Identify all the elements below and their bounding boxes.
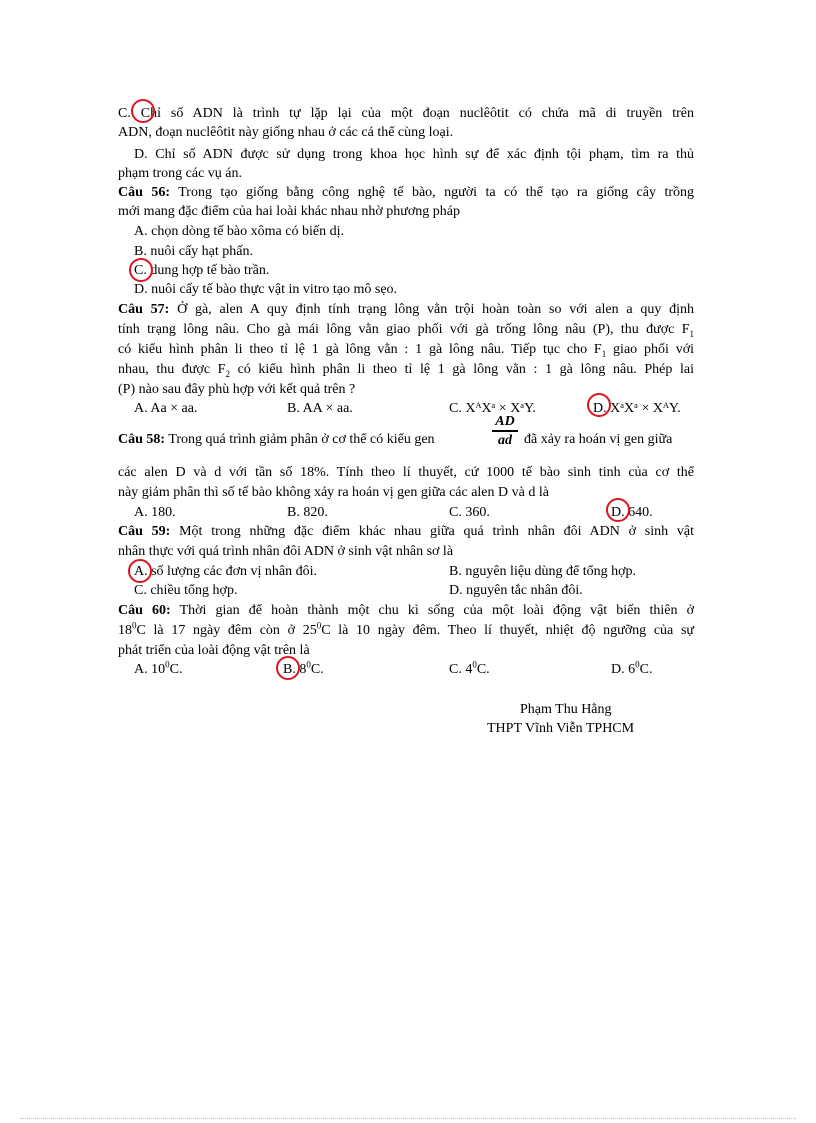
q55-option-c-line2: ADN, đoạn nuclêôtit này giống nhau ở các cá thể cùng loại. [118, 125, 454, 140]
answer-circle-q57 [587, 393, 611, 417]
q58-option-c: C. 360. [449, 505, 490, 520]
q57-option-b: B. AA × aa. [287, 401, 353, 416]
q60-option-c: C. $4^0C$. [449, 659, 490, 677]
answer-circle-q60 [276, 656, 300, 680]
q57-option-d: D. XᵃXᵃ × XᴬY. [593, 401, 681, 416]
q58-stem-line1-left: Câu 58: Trong quá trình giảm phân ở cơ thể có kiểu gen [118, 432, 435, 447]
q58-stem-line1-right: đã xảy ra hoán vị gen giữa [524, 432, 673, 447]
page-bottom-dotted-border [20, 1118, 796, 1119]
q60-option-d: D. $6^0C$. [611, 659, 653, 677]
q56-stem-line2: mới mang đặc điểm của hai loài khác nhau nhờ phương pháp [118, 204, 460, 219]
q56-stem-line1: Câu 56: Trong tạo giống bằng công nghệ tế bào, người ta có thể tạo ra giống cây trồng [118, 185, 695, 200]
q59-option-d: D. nguyên tắc nhân đôi. [449, 583, 583, 598]
q57-stem-line3: có kiểu hình phân li theo tỉ lệ 1 gà lông vằn : 1 gà lông nâu. Tiếp tục cho $F_1$ giao phối với [118, 342, 694, 359]
q55-option-d-line1: D. Chỉ số ADN được sử dụng trong khoa học hình sự để xác định tội phạm, tìm ra thủ [134, 147, 694, 162]
q57-stem-line4: nhau, thu được $F_2$ có kiểu hình phân li theo tỉ lệ 1 gà lông vằn : 1 gà lông nâu. Phép lai [118, 362, 694, 379]
q57-stem-line5: (P) nào sau đây phù hợp với kết quả trên ? [118, 382, 356, 397]
q58-option-a: A. 180. [134, 505, 176, 520]
q59-option-c: C. chiều tổng hợp. [134, 583, 238, 598]
q59-option-a: A. số lượng các đơn vị nhân đôi. [134, 564, 317, 579]
q57-stem-line1: Câu 57: Ở gà, alen A quy định tính trạng lông vằn trội hoàn toàn so với alen a quy định [118, 302, 694, 317]
q58-option-d: D. 640. [611, 505, 653, 520]
q57-stem-line2: tính trạng lông nâu. Cho gà mái lông vằn giao phối với gà trống lông nâu (P), thu được $F_1$ [118, 322, 694, 339]
q58-stem-line2: các alen D và d với tần số 18%. Tính theo lí thuyết, cứ 1000 tế bào sinh tinh của cơ thể [118, 465, 694, 480]
q60-option-a: A. $10^0C$. [134, 659, 183, 677]
q60-option-b: B. $8^0C$. [283, 659, 324, 677]
answer-circle-q59 [128, 559, 152, 583]
q60-number: Câu 60: [118, 603, 171, 618]
fraction-numerator: AD [495, 414, 515, 429]
q58-stem-line3: này giảm phân thì số tế bào không xảy ra hoán vị gen giữa các alen D và d là [118, 485, 549, 500]
fraction-bar [492, 430, 518, 432]
q60-stem-line3: phát triển của loài động vật trên là [118, 643, 310, 658]
q56-option-c: C. dung hợp tế bào trần. [134, 263, 270, 278]
q59-stem-line1: Câu 59: Một trong những đặc điểm khác nhau giữa quá trình nhân đôi ADN ở sinh vật [118, 524, 695, 539]
answer-circle-q55 [131, 99, 155, 123]
q56-number: Câu 56: [118, 185, 171, 200]
author-name: Phạm Thu Hằng [520, 702, 612, 717]
q57-number: Câu 57: [118, 302, 170, 317]
q58-option-b: B. 820. [287, 505, 328, 520]
q55-option-c-line1: C. Chỉ số ADN là trình tự lặp lại của một đoạn nuclêôtit có chứa mã di truyền trên [118, 106, 694, 121]
answer-circle-q58 [606, 498, 630, 522]
q57-option-a: A. Aa × aa. [134, 401, 198, 416]
fraction-denominator: ad [498, 433, 512, 448]
q57-option-c: C. XᴬXᵃ × XᵃY. [449, 401, 536, 416]
answer-circle-q56 [129, 258, 153, 282]
q56-option-b: B. nuôi cấy hạt phấn. [134, 244, 253, 259]
q60-stem-line1: Câu 60: Thời gian để hoàn thành một chu kì sống của một loài động vật biến thiên ở [118, 603, 695, 618]
q59-number: Câu 59: [118, 524, 171, 539]
q58-number: Câu 58: [118, 432, 166, 447]
q59-stem-line2: nhân thực với quá trình nhân đôi ADN ở sinh vật nhân sơ là [118, 544, 454, 559]
q56-option-a: A. chọn dòng tế bào xôma có biến dị. [134, 224, 344, 239]
q60-stem-line2: $18^0C$ là 17 ngày đêm còn ở $25^0C$ là 10 ngày đêm. Theo lí thuyết, nhiệt độ ngưỡng của sự [118, 620, 694, 638]
author-school: THPT Vĩnh Viễn TPHCM [487, 721, 635, 736]
q59-option-b: B. nguyên liệu dùng để tổng hợp. [449, 564, 637, 579]
genotype-fraction [492, 414, 518, 448]
q55-option-d-line2: phạm trong các vụ án. [118, 166, 243, 181]
q56-option-d: D. nuôi cấy tế bào thực vật in vitro tạo mô sẹo. [134, 282, 398, 297]
